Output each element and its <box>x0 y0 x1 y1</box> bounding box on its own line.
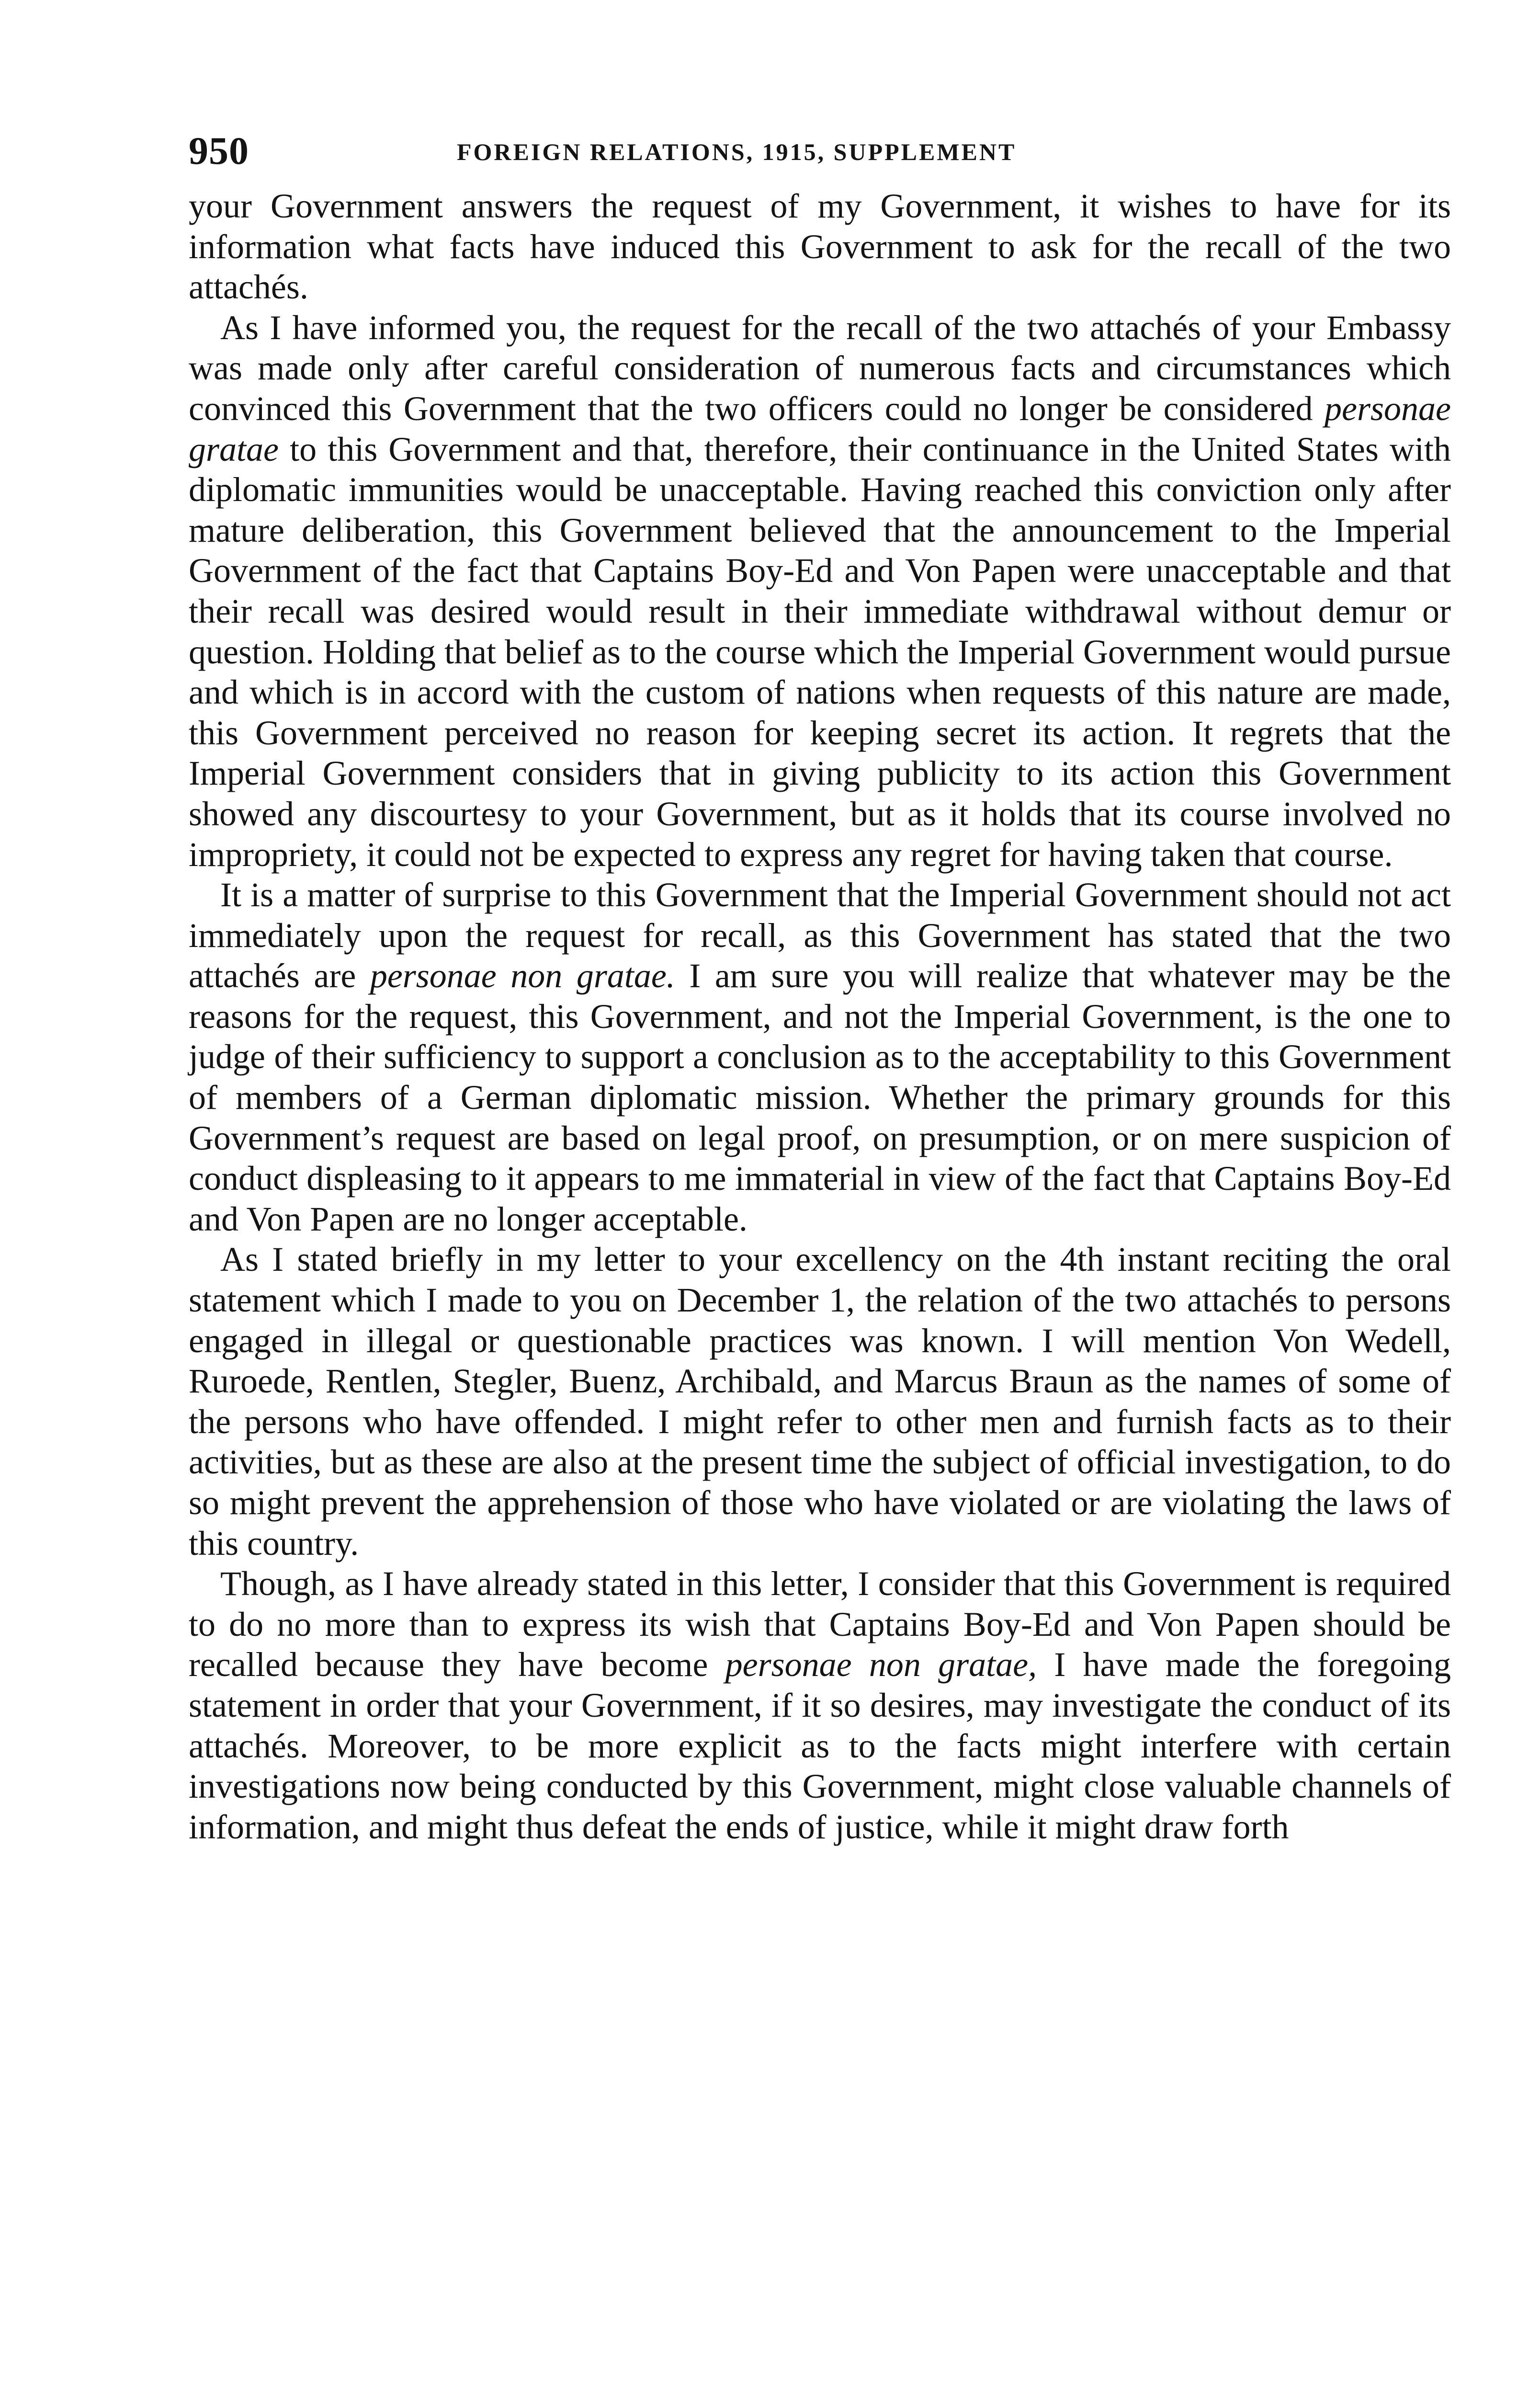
text-segment: I have made the foregoing statement in order that your Government, if it so desires, may investigate the conduct of its attachés. Moreover, to be more explicit as to the facts might interfere with certain investigations now being conducted by this Government, might close valuable channels of information, and might thus defeat the ends of justice, while it might draw forth <box>189 1645 1451 1846</box>
text-segment: It is a matter of surprise to this Government that the Imperial Government should not act immediately upon the request for recall, as this Government has stated that the two attachés are <box>189 876 1451 995</box>
italic-term: personae gratae <box>189 389 1451 468</box>
text-segment: Though, as I have already stated in this letter, I consider that this Government is required to do no more than to express its wish that Captains Boy-Ed and Von Papen should be recalled because they have become <box>189 1564 1451 1684</box>
paragraph-continuation <box>189 186 1451 308</box>
text-segment: As I have informed you, the request for the recall of the two attachés of your Embassy was made only after careful consideration of numerous facts and circumstances which convinced this Government that the two officers could no longer be considered <box>189 308 1451 428</box>
italic-term: personae non gratae, <box>725 1645 1037 1684</box>
paragraph-persons-named <box>189 1239 1451 1563</box>
text-segment: I am sure you will realize that whatever may be the reasons for the request, this Government, and not the Imperial Government, is the one to judge of their sufficiency to support a conclusion as to the acceptability to this Government of members of a German diplomatic mission. Whether the primary grounds for this Government’s request are based on legal proof, on presumption, or on mere suspicion of conduct displeasing to it appears to me immaterial in view of the fact that Captains Boy-Ed and Von Papen are no longer acceptable. <box>189 957 1451 1238</box>
page-number: 950 <box>189 129 249 172</box>
paragraph-surprise <box>189 875 1451 1239</box>
document-page <box>189 129 1451 2395</box>
text-segment: to this Government and that, therefore, their continuance in the United States with diplomatic immunities would be unacceptable. Having reached this conviction only after mature deliberation, this Government believed that the announcement to the Imperial Government of the fact that Captains Boy-Ed and Von Papen were unacceptable and that their recall was desired would result in their immediate withdrawal without demur or question. Holding that belief as to the course which the Imperial Government would pursue and which is in accord with the custom of nations when requests of this nature are made, this Government perceived no reason for keeping secret its action. It regrets that the Imperial Government considers that in giving publicity to its action this Government showed any discourtesy to your Government, but as it holds that its course involved no impropriety, it could not be expected to express any regret for having taken that course. <box>189 430 1451 874</box>
page-header <box>189 129 1451 172</box>
paragraph-investigations <box>189 1563 1451 1847</box>
text-segment: your Government answers the request of my Government, it wishes to have for its information what facts have induced this Government to ask for the recall of the two attachés. <box>189 187 1451 307</box>
running-head: FOREIGN RELATIONS, 1915, SUPPLEMENT <box>457 138 1017 165</box>
italic-term: personae non gratae. <box>370 957 675 995</box>
body-text <box>189 186 1451 1847</box>
text-segment: As I stated briefly in my letter to your excellency on the 4th instant reciting the oral statement which I made to you on December 1, the relation of the two attachés to persons engaged in illegal or questionable practices was known. I will mention Von Wedell, Ruroede, Rentlen, Stegler, Buenz, Archibald, and Marcus Braun as the names of some of the persons who have offended. I might refer to other men and furnish facts as to their activities, but as these are also at the present time the subject of official investigation, to do so might prevent the apprehension of those who have violated or are violating the laws of this country. <box>189 1240 1451 1562</box>
paragraph-recall-request <box>189 308 1451 875</box>
